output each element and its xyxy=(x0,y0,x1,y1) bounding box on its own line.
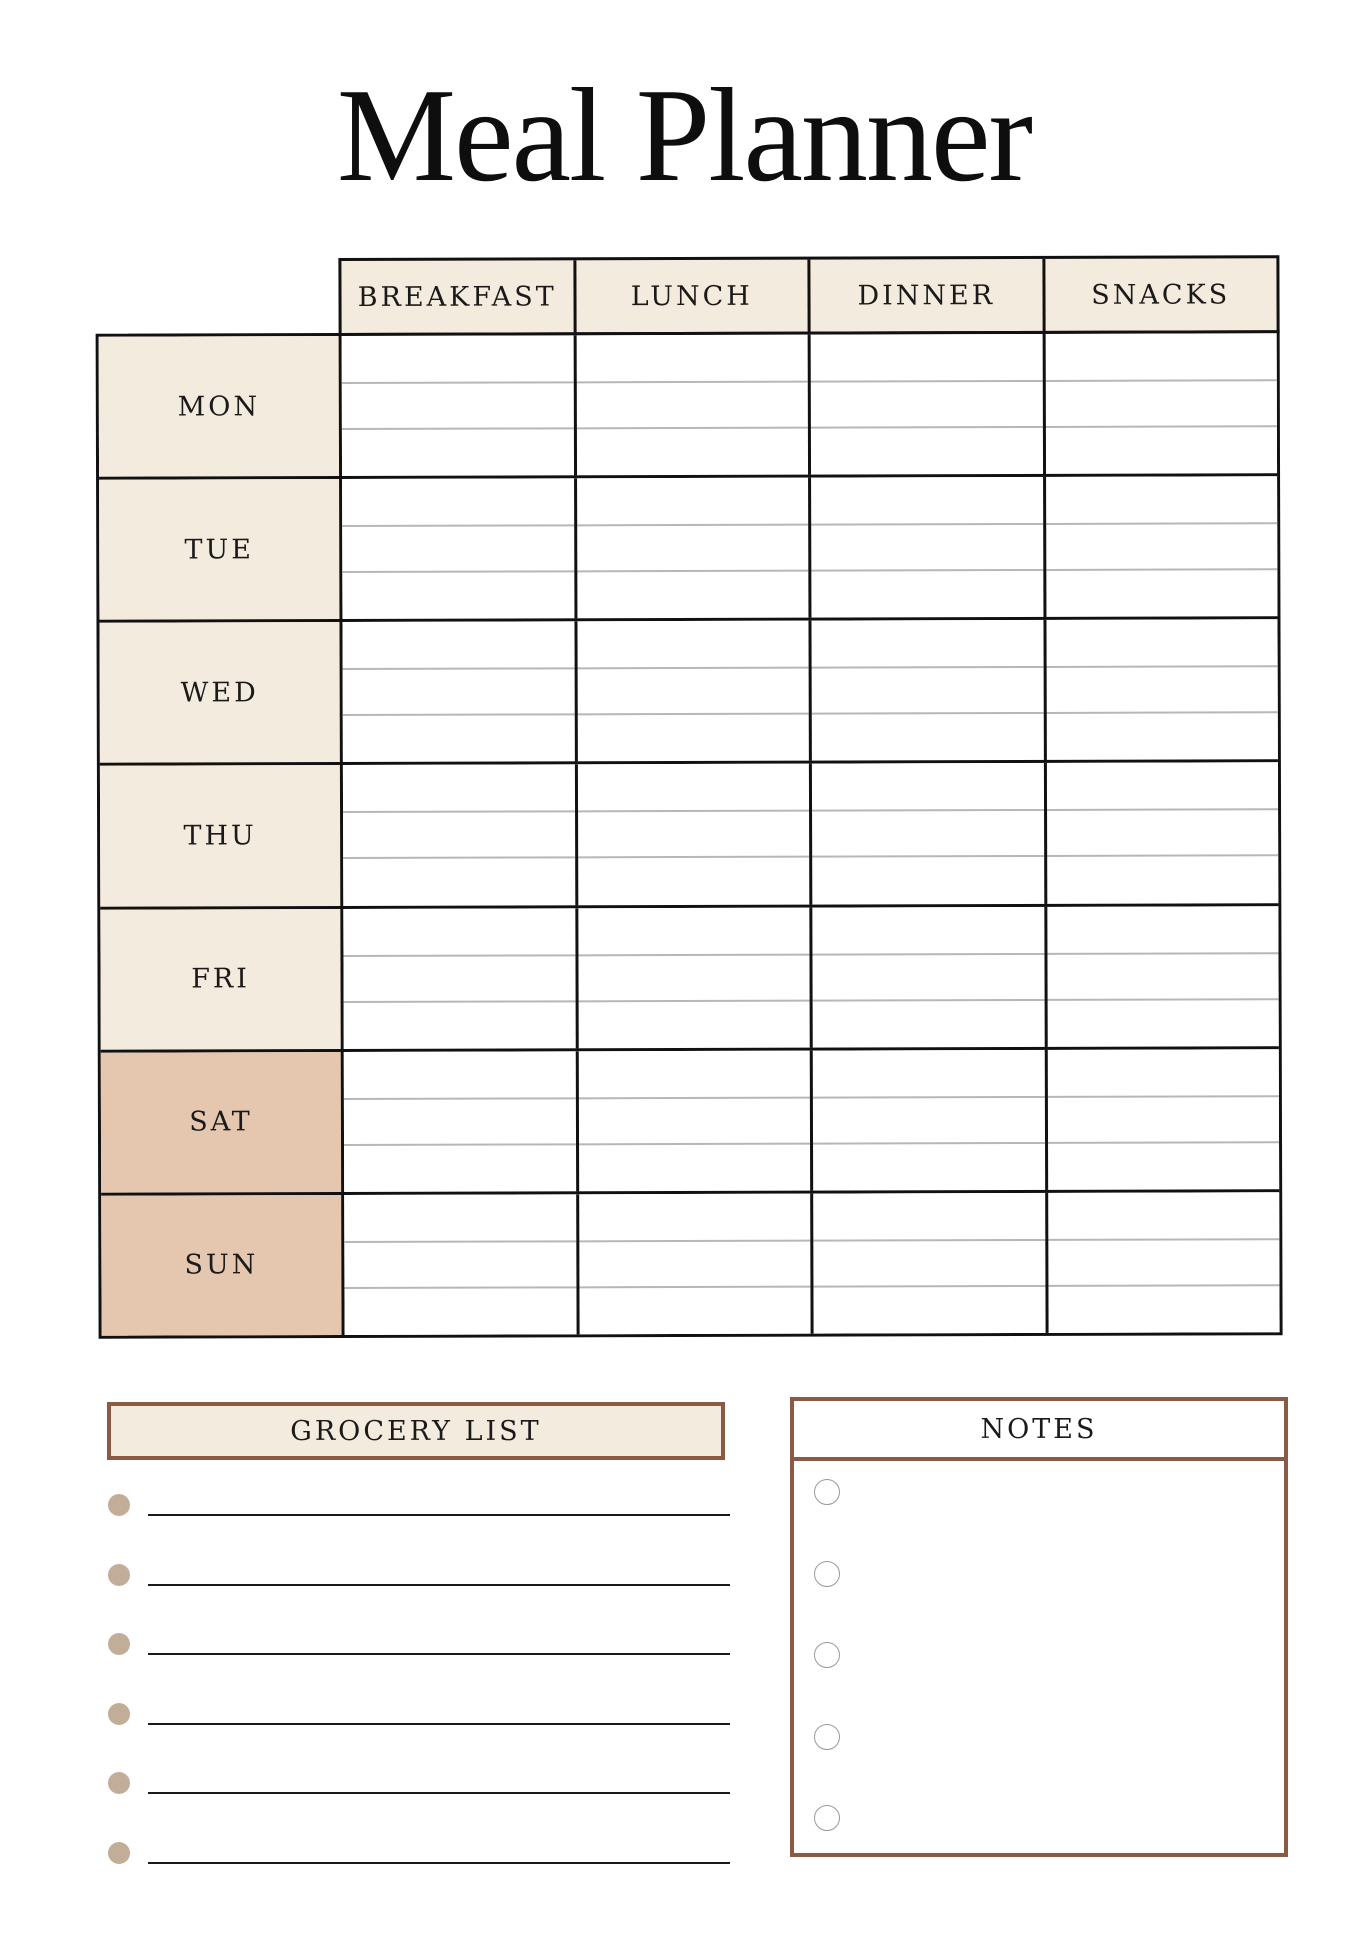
note-item[interactable] xyxy=(814,1479,842,1507)
checkbox-circle-icon[interactable] xyxy=(814,1479,840,1505)
day-row-tue xyxy=(99,473,1277,620)
checkbox-circle-icon[interactable] xyxy=(814,1561,840,1587)
meal-header-breakfast: BREAKFAST xyxy=(357,280,557,313)
day-row-fri xyxy=(100,903,1278,1050)
meal-cell-wed-breakfast[interactable] xyxy=(342,622,574,763)
meal-grid xyxy=(95,255,1282,1339)
bullet-dot-icon xyxy=(108,1842,130,1864)
meal-cell-wed-snacks[interactable] xyxy=(1043,620,1278,761)
note-item[interactable] xyxy=(814,1805,842,1833)
meal-cell-mon-breakfast[interactable] xyxy=(342,335,574,476)
day-label-sun: SUN xyxy=(101,1195,344,1336)
meal-cell-tue-lunch[interactable] xyxy=(574,478,809,619)
bullet-dot-icon xyxy=(108,1703,130,1725)
note-item[interactable] xyxy=(814,1561,842,1589)
meal-cell-sat-breakfast[interactable] xyxy=(344,1051,576,1192)
day-label-mon: MON xyxy=(99,336,342,477)
meal-cell-fri-snacks[interactable] xyxy=(1044,906,1279,1047)
meal-cell-fri-breakfast[interactable] xyxy=(343,908,575,1049)
meal-cell-thu-snacks[interactable] xyxy=(1043,763,1278,904)
meal-cell-fri-dinner[interactable] xyxy=(809,907,1044,1048)
day-row-sat xyxy=(101,1046,1279,1193)
meal-cell-thu-dinner[interactable] xyxy=(809,763,1044,904)
bullet-dot-icon xyxy=(108,1494,130,1516)
checkbox-circle-icon[interactable] xyxy=(814,1642,840,1668)
day-row-sun xyxy=(101,1189,1279,1336)
meal-cell-sat-snacks[interactable] xyxy=(1044,1049,1279,1190)
meal-cell-wed-lunch[interactable] xyxy=(574,621,809,762)
meal-cell-mon-lunch[interactable] xyxy=(573,335,808,476)
grocery-item-line[interactable] xyxy=(148,1862,730,1864)
meal-cell-sun-lunch[interactable] xyxy=(576,1193,811,1334)
grocery-item[interactable] xyxy=(108,1629,730,1659)
meal-cell-tue-breakfast[interactable] xyxy=(342,478,574,619)
grocery-item-line[interactable] xyxy=(148,1723,730,1725)
grocery-item[interactable] xyxy=(108,1490,730,1520)
note-item[interactable] xyxy=(814,1642,842,1670)
day-label-fri: FRI xyxy=(100,909,343,1050)
page-title: Meal Planner xyxy=(336,61,1032,209)
grocery-item-line[interactable] xyxy=(148,1514,730,1516)
grocery-item-line[interactable] xyxy=(148,1584,730,1586)
meal-cell-sat-lunch[interactable] xyxy=(575,1050,810,1191)
meal-cell-fri-lunch[interactable] xyxy=(575,907,810,1048)
notes-title: NOTES xyxy=(794,1401,1284,1461)
meal-cell-sun-breakfast[interactable] xyxy=(344,1194,576,1335)
meal-cell-wed-dinner[interactable] xyxy=(808,620,1043,761)
bullet-dot-icon xyxy=(108,1772,130,1794)
grocery-item-line[interactable] xyxy=(148,1792,730,1794)
checkbox-circle-icon[interactable] xyxy=(814,1805,840,1831)
meal-cell-thu-breakfast[interactable] xyxy=(343,765,575,906)
bullet-dot-icon xyxy=(108,1633,130,1655)
meal-cell-sun-dinner[interactable] xyxy=(810,1193,1045,1334)
meal-header-row xyxy=(338,255,1279,336)
grocery-list-title: GROCERY LIST xyxy=(107,1402,725,1460)
checkbox-circle-icon[interactable] xyxy=(814,1724,840,1750)
meal-cell-tue-snacks[interactable] xyxy=(1043,476,1278,617)
meal-table-body xyxy=(96,330,1283,1339)
grocery-item[interactable] xyxy=(108,1838,730,1868)
notes-box xyxy=(790,1397,1288,1857)
day-label-sat: SAT xyxy=(101,1052,344,1193)
day-row-thu xyxy=(100,760,1278,907)
grocery-item[interactable] xyxy=(108,1699,730,1729)
meal-cell-sat-dinner[interactable] xyxy=(810,1050,1045,1191)
day-label-wed: WED xyxy=(99,622,342,763)
meal-cell-tue-dinner[interactable] xyxy=(808,477,1043,618)
grocery-item[interactable] xyxy=(108,1560,730,1590)
meal-header-lunch: LUNCH xyxy=(573,260,808,333)
grocery-item-line[interactable] xyxy=(148,1653,730,1655)
meal-header-snacks: SNACKS xyxy=(1042,258,1277,331)
meal-cell-mon-dinner[interactable] xyxy=(808,334,1043,475)
day-label-tue: TUE xyxy=(99,479,342,620)
note-item[interactable] xyxy=(814,1724,842,1752)
meal-cell-sun-snacks[interactable] xyxy=(1045,1192,1280,1333)
meal-header-dinner: DINNER xyxy=(807,259,1042,332)
day-label-thu: THU xyxy=(100,765,343,906)
day-row-mon xyxy=(99,333,1277,477)
meal-cell-thu-lunch[interactable] xyxy=(574,764,809,905)
grocery-item[interactable] xyxy=(108,1768,730,1798)
bullet-dot-icon xyxy=(108,1564,130,1586)
meal-cell-mon-snacks[interactable] xyxy=(1042,333,1277,474)
day-row-wed xyxy=(99,617,1277,764)
